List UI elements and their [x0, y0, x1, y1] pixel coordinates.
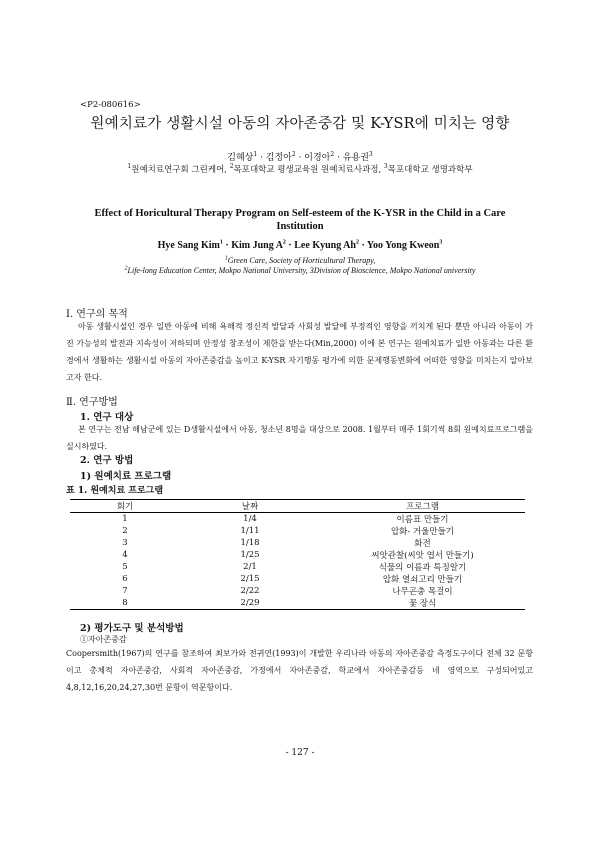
table-header-cell: 프로그램 [320, 500, 525, 513]
item-label: ①자아존중감 [80, 635, 127, 644]
affil-line [0, 266, 600, 276]
table-cell: 2/29 [180, 597, 320, 610]
table-cell: 압화 열쇠고리 만들기 [382, 575, 463, 585]
table-cell: 5 [122, 562, 128, 572]
affil-sup: 1 [224, 255, 228, 262]
paper-title-english: Effect of Horicultural Therapy Program on Self-esteem of the K-YSR in the Child in a Care Institution [94, 208, 506, 232]
affil-line [0, 256, 600, 266]
table-caption: 표 1. 원예치료 프로그램 [66, 486, 164, 496]
page-number: - 127 - [285, 748, 315, 758]
author-name: 유용권 [342, 153, 369, 163]
paragraph-text: 본 연구는 전남 해남군에 있는 D생활시설에서 아동, 청소년 8명을 대상으로 2008. 1월부터 매주 1회기씩 8회 원예치료프로그램을 실시하였다. [66, 425, 533, 451]
table-row [70, 573, 525, 585]
table-cell: 1/18 [240, 538, 260, 548]
author-sup: 1 [219, 239, 223, 246]
paragraph-text: Coopersmith(1967)의 연구를 참조하여 최보가와 전귀연(1993)이 개발한 우리나라 아동의 자아존중감 측정도구이다 전체 32 문항이고 총체적 자아존중감, 사회적 자아존중감, 가정에서 자아존중감, 학교에서 자아존중감등 네 영역으로 구성되어있고 4,8,12,16,20,24,27,30번 문항이 역문항이다. [66, 649, 533, 692]
table-cell: 1/11 [240, 526, 260, 536]
table-row [70, 537, 525, 549]
author-sup: 2 [330, 151, 335, 158]
table-cell: 6 [122, 574, 128, 584]
table-cell: 8 [70, 597, 180, 610]
section1-paragraph [66, 318, 533, 386]
table-cell: 식물의 이름과 특징알기 [378, 563, 467, 573]
author-name: 김혜상 [227, 153, 254, 163]
table-header-row [70, 500, 525, 513]
author-sup: 3 [368, 151, 373, 158]
evaluation-paragraph [66, 645, 533, 696]
author-name: 김정아 [265, 153, 292, 163]
subsection-heading: 2) 평가도구 및 분석방법 [80, 623, 184, 634]
table-row [70, 585, 525, 597]
paper-title-korean: 원예치료가 생활시설 아동의 자아존중감 및 K-YSR에 미치는 영향 [90, 116, 510, 132]
table-cell: 2 [122, 526, 128, 536]
affiliations-english [0, 256, 600, 276]
authors-english: Hye Sang Kim$^1$ · Kim Jung $A^2$ · Lee Kyung $Ah^2$ · Yoo Yong Kweon$^3$ [157, 239, 443, 251]
affil-text: 목포대학교 생명과학부 [387, 165, 473, 175]
table-row [70, 549, 525, 561]
section2-heading: Ⅱ. 연구방법 [66, 397, 118, 408]
author-name: 이경아 [304, 153, 331, 163]
table-row [70, 525, 525, 537]
table-row [70, 597, 525, 610]
author-sup: 1 [253, 151, 258, 158]
table-cell: 1 [122, 514, 128, 524]
affil-sup: 3 [383, 163, 388, 171]
subsection-heading: 1) 원예치료 프로그램 [80, 471, 172, 482]
table-cell: 이름표 만들기 [396, 515, 449, 525]
author-name: Lee Kyung Ah [294, 240, 356, 251]
subsection-paragraph [66, 421, 533, 455]
affil-text: Green Care, Society of Horticultural Therapy, [227, 256, 376, 265]
table-cell: 2/15 [240, 574, 260, 584]
author-sup: 3 [439, 239, 443, 246]
paragraph-text: 아동 생활시설인 경우 일반 아동에 비해 욕해적 정신적 발달과 사회성 발달에 부정적인 영향을 끼치게 된다 뿐만 아니라 아동이 가진 가능성의 발전과 지속성이 저하되며 안정성 창조성이 제한을 받는다(Min,2000) 이에 본 연구는 원예치료가 일반 아동과는 다른 환경에서 생활하는 생활시설 아동의 자아존중감을 높이고 K-YSR 자기행동 평가에 의한 문제행동변화에 어떠한 영향을 미치는지 알아보고자 한다. [66, 322, 533, 382]
table-cell: 화전 [414, 539, 431, 549]
table-cell: 4 [122, 550, 128, 560]
table-header-cell: 날짜 [180, 500, 320, 513]
table-cell: 나무곤충 목걸이 [392, 587, 453, 597]
author-sup: 2 [282, 239, 286, 246]
table-cell: 1/25 [240, 550, 260, 560]
subsection-heading: 2. 연구 방법 [80, 455, 134, 466]
affil-text: 목포대학교 평생교육원 원예치료사과정, [233, 165, 384, 175]
affiliations-korean [0, 163, 600, 175]
table-cell: 2/22 [240, 586, 260, 596]
table-header-cell: 회기 [70, 500, 180, 513]
program-table [70, 499, 525, 610]
table-cell: 3 [122, 538, 128, 548]
table-row [70, 513, 525, 526]
table-cell: 1/4 [243, 514, 257, 524]
author-sup: 2 [355, 239, 359, 246]
table-row [70, 561, 525, 573]
table-cell: 씨앗관찰(씨앗 엽서 만들기) [371, 551, 474, 561]
table-cell: 꽃 장식 [320, 597, 525, 610]
affil-text: Life-long Education Center, Mokpo National University, 3Division of Bioscience, Mokpo National university [127, 266, 476, 275]
affil-sup: 2 [229, 163, 234, 171]
author-sup: 2 [291, 151, 296, 158]
author-name: Yoo Yong Kweon [366, 240, 440, 251]
affil-sup: 1 [127, 163, 132, 171]
table-cell: 7 [122, 586, 128, 596]
affil-sup: 2 [124, 265, 128, 272]
author-name: Kim Jung A [231, 240, 283, 251]
section1-heading: Ⅰ. 연구의 목적 [66, 309, 128, 320]
author-name: Hye Sang Kim [157, 240, 220, 251]
table-cell: 압화- 거울만들기 [390, 527, 455, 537]
subsection-heading: 1. 연구 대상 [80, 412, 134, 423]
affil-text: 원예치료연구회 그린케어, [131, 165, 230, 175]
table-cell: 2/1 [243, 562, 257, 572]
authors-korean: 김혜상$^1$ · 김정아$^2$ · 이경아$^2$ · 유용권$^3$ [227, 151, 373, 163]
paper-code: <P2-080616> [80, 100, 141, 110]
